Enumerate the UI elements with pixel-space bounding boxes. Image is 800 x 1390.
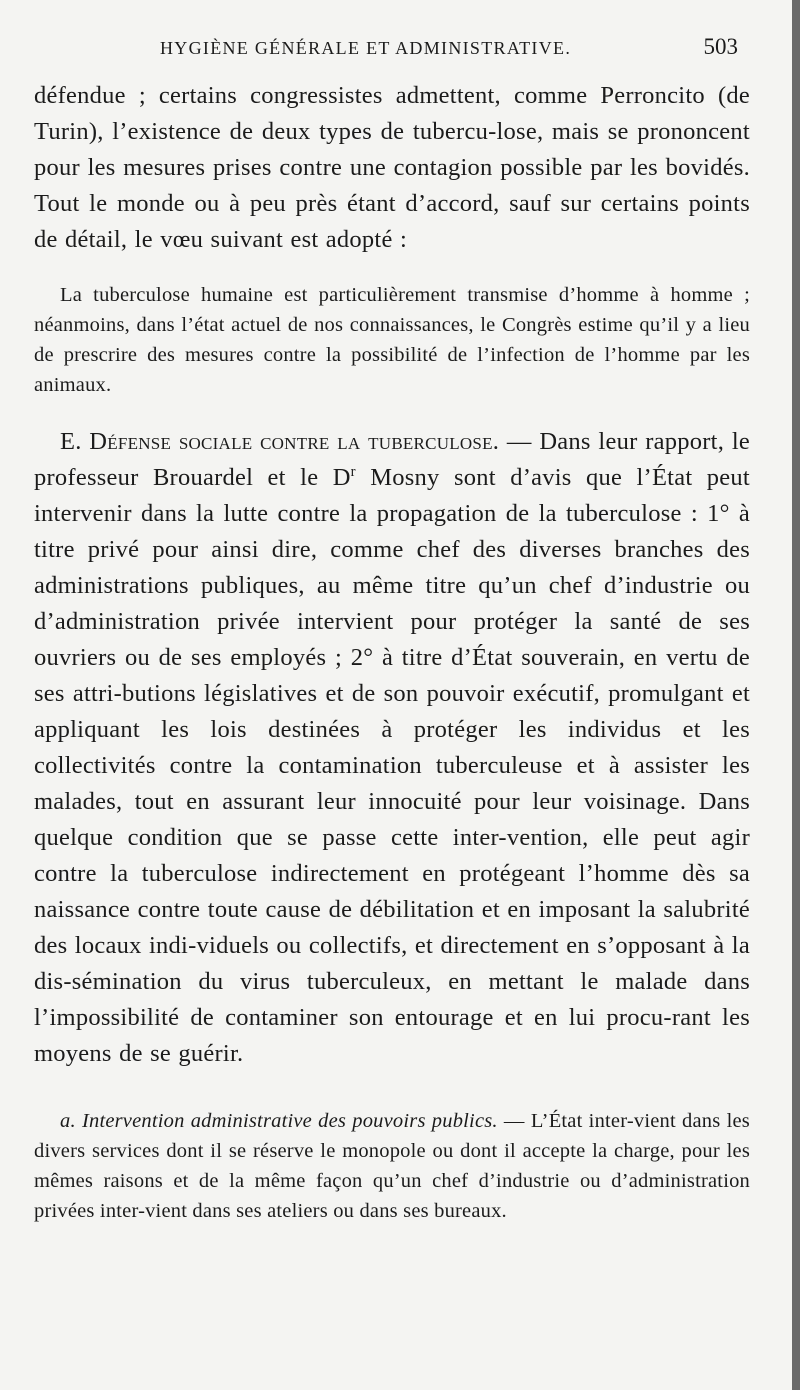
- section-e-paragraph: [34, 424, 750, 1072]
- congress-resolution: La tuberculose humaine est particulièrement transmise d’homme à homme ; néanmoins, dans l’état actuel de nos connaissances, le Congrès estime qu’il y a lieu de prescrire des mesures contre la possibilité de l’infection de l’homme par les animaux.: [34, 284, 750, 396]
- subsection-a-text: — L’État inter-vient dans les divers services dont il se réserve le monopole ou dont il accepte la charge, pour les mêmes raisons et de la même façon qu’un chef d’industrie ou d’administration privées inter-vient dans ses ateliers ou dans ses bureaux.: [34, 1110, 750, 1222]
- doctor-abbrev-sup: r: [350, 463, 356, 480]
- subsection-a-heading: a. Intervention administrative des pouvoirs publics.: [60, 1110, 498, 1132]
- section-e-text-start: — Dans leur rapport, le professeur Brouardel et le D: [34, 428, 750, 491]
- page-number: 503: [703, 34, 738, 59]
- page-body: [34, 78, 750, 1226]
- section-e-heading: E. Défense sociale contre la tuberculose.: [60, 428, 500, 455]
- running-title: HYGIÈNE GÉNÉRALE ET ADMINISTRATIVE.: [160, 38, 572, 58]
- running-header: [160, 34, 738, 64]
- section-e-text: Mosny sont d’avis que l’État peut intervenir dans la lutte contre la propagation de la tuberculose : 1° à titre privé pour ainsi dire, comme chef des diverses branches des administrations publiques, au même titre qu’un chef d’industrie ou d’administration privée intervient pour protéger la santé de ses ouvriers ou de ses employés ; 2° à titre d’État souverain, en vertu de ses attri-butions législatives et de son pouvoir exécutif, promulgant et appliquant les lois destinées à protéger les individus et les collectivités contre la contamination tuberculeuse et à assister les malades, tout en assurant leur innocuité pour leur voisinage. Dans quelque condition que se passe cette inter-vention, elle peut agir contre la tuberculose indirectement en protégeant l’homme dès sa naissance contre toute cause de débilitation et en imposant la salubrité des locaux indi-viduels ou collectifs, et directement en s’opposant à la dis-sémination du virus tuberculeux, en mettant le malade dans l’impossibilité de contaminer son entourage et en lui procu-rant les moyens de se guérir.: [34, 464, 750, 1067]
- paragraph-intro: défendue ; certains congressistes admettent, comme Perroncito (de Turin), l’existence de deux types de tubercu-lose, mais se prononcent pour les mesures prises contre une contagion possible par les bovidés. Tout le monde ou à peu près étant d’accord, sauf sur certains points de détail, le vœu suivant est adopté :: [34, 82, 750, 253]
- page-edge: [792, 0, 800, 1390]
- subsection-a-paragraph: [34, 1106, 750, 1226]
